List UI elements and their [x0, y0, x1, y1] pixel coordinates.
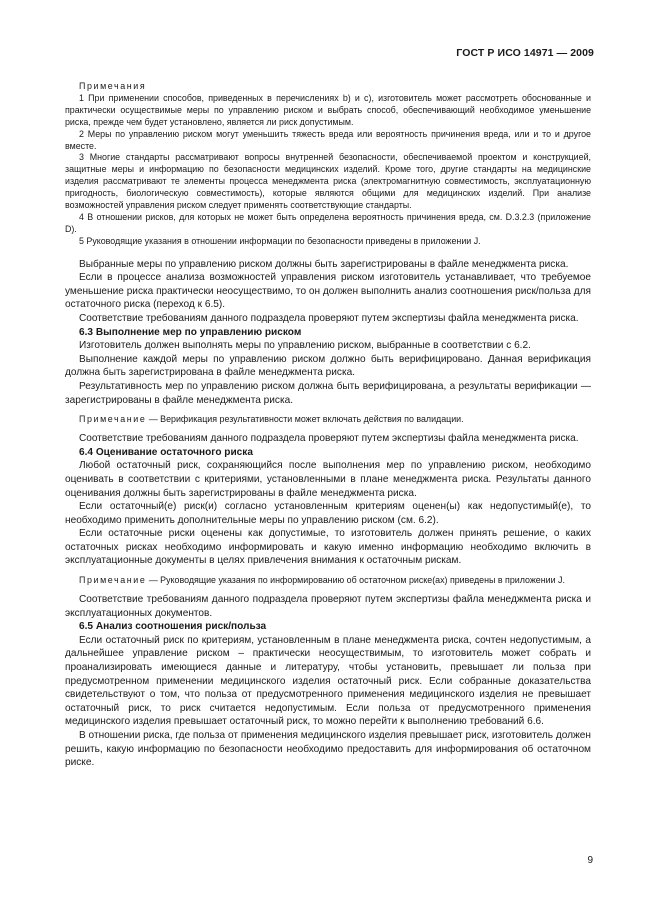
- notes-title: Примечания: [79, 81, 147, 91]
- paragraph-compliance-6-4: Соответствие требованиям данного подраздела проверяют путем экспертизы файла менеджмента риска и эксплуатационных документов.: [65, 593, 591, 619]
- paragraph-6-3-3: Результативность мер по управлению риском должна быть верифицирована, а результаты верификации — зарегистрированы в файле менеджмента риска.: [65, 381, 591, 406]
- note-item-2: 2 Меры по управлению риском могут уменьшить тяжесть вреда или вероятность причинения вреда, или и то и другое вместе.: [65, 128, 591, 151]
- paragraph-6-3-1: Изготовитель должен выполнять меры по управлению риском, выбранные в соответствии с 6.2.: [79, 340, 531, 352]
- paragraph-6-4-3: Если остаточные риски оценены как допустимые, то изготовитель должен принять решение, о каких остаточных рисках необходимо информировать и какую именно информацию необходимо включить в эксплуатационные документы в целях привлечения внимания к остаточным рискам.: [65, 528, 591, 567]
- paragraph-impractical: Если в процессе анализа возможностей управления риском изготовитель устанавливает, что требуемое уменьшение риска практически неосуществимо, то он должен выполнить анализ соотношения риск/польза для остаточного риска (переход к 6.5).: [65, 272, 591, 311]
- section-heading-6-3: 6.3 Выполнение мер по управлению риском: [79, 326, 302, 338]
- paragraph-6-4-2: Если остаточный(е) риск(и) согласно установленным критериям оценен(ы) как недопустимый(е), то необходимо применить дополнительные меры по управлению риском (см. 6.2).: [65, 501, 591, 526]
- paragraph-compliance-6-3: Соответствие требованиям данного подраздела проверяют путем экспертизы файла менеджмента риска.: [79, 433, 579, 445]
- note-item-5: 5 Руководящие указания в отношении информации по безопасности приведены в приложении J.: [79, 235, 481, 246]
- note-6-4: [65, 575, 591, 587]
- page-number: 9: [587, 855, 593, 866]
- document-header: ГОСТ Р ИСО 14971 — 2009: [456, 47, 594, 59]
- note-text: — Руководящие указания по информированию об остаточном риске(ах) приведены в приложении J.: [146, 575, 565, 586]
- note-text: — Верификация результативности может включать действия по валидации.: [146, 414, 464, 425]
- paragraph-6-5-2: В отношении риска, где польза от применения медицинского изделия превышает риск, изготовитель должен решить, какую информацию по безопасности необходимо предоставить для информирования об остаточном риске.: [65, 729, 591, 769]
- note-item-4: 4 В отношении рисков, для которых не может быть определена вероятность причинения вреда, см. D.3.2.3 (приложение D).: [65, 211, 591, 234]
- note-label: Примечание: [79, 575, 147, 586]
- note-6-3: [65, 414, 591, 426]
- section-heading-6-5: 6.5 Анализ соотношения риск/польза: [79, 621, 267, 633]
- paragraph-6-3-2: Выполнение каждой меры по управлению риском должно быть верифицировано. Данная верификация должна быть зарегистрирована в файле менеджмента риска.: [65, 353, 591, 379]
- paragraph-record-measures: Выбранные меры по управлению риском должны быть зарегистрированы в файле менеджмента риска.: [79, 258, 569, 270]
- section-heading-6-4: 6.4 Оценивание остаточного риска: [79, 446, 253, 458]
- paragraph-6-4-1: Любой остаточный риск, сохраняющийся после выполнения мер по управлению риском, необходимо оценивать в соответствии с критериями, установленными в плане менеджмента риска. Результаты данного оценивания должны быть зарегистрированы в файле менеджмента риска.: [65, 460, 591, 499]
- note-item-1: 1 При применении способов, приведенных в перечислениях b) и c), изготовитель может рассмотреть обоснованные и практически осуществимые меры по управлению риском и выбрать способ, обеспечивающий необходимое уменьшение риска, прежде чем будет установлено, является ли риск допустимым.: [65, 92, 591, 127]
- note-label: Примечание: [79, 414, 147, 425]
- paragraph-6-5-1: Если остаточный риск по критериям, установленным в плане менеджмента риска, сочтен недопустимым, а дальнейшее управление риском – практически неосуществимым, то изготовитель может собрать и проанализировать имеющиеся данные и литературу, чтобы установить, превышает ли польза при предусмотренном применении медицинского изделия остаточный риск. Если собранные доказательства свидетельствуют о том, что польза от предусмотренного применения медицинского изделия не превышает остаточный риск, то риск считается недопустимым. Если польза от предусмотренного применения медицинского изделия превышает остаточный риск, то можно перейти к выполнению требований 6.6.: [65, 634, 591, 728]
- page-content: [65, 81, 591, 770]
- note-item-3: 3 Многие стандарты рассматривают вопросы внутренней безопасности, обеспечиваемой проектом и конструкцией, защитные меры и информацию по безопасности медицинских изделий. Кроме того, другие стандарты на медицинские изделия рассматривают те элементы процесса менеджмента риска (электромагнитную совместимость, эксплуатационную пригодность, биологическую совместимость), которые являются общими для медицинских изделий. При анализе возможностей управления риском следует применять соответствующие стандарты.: [65, 152, 591, 211]
- paragraph-compliance-6-2: Соответствие требованиям данного подраздела проверяют путем экспертизы файла менеджмента риска.: [79, 313, 579, 325]
- notes-block: [65, 81, 591, 248]
- main-body: [65, 258, 591, 770]
